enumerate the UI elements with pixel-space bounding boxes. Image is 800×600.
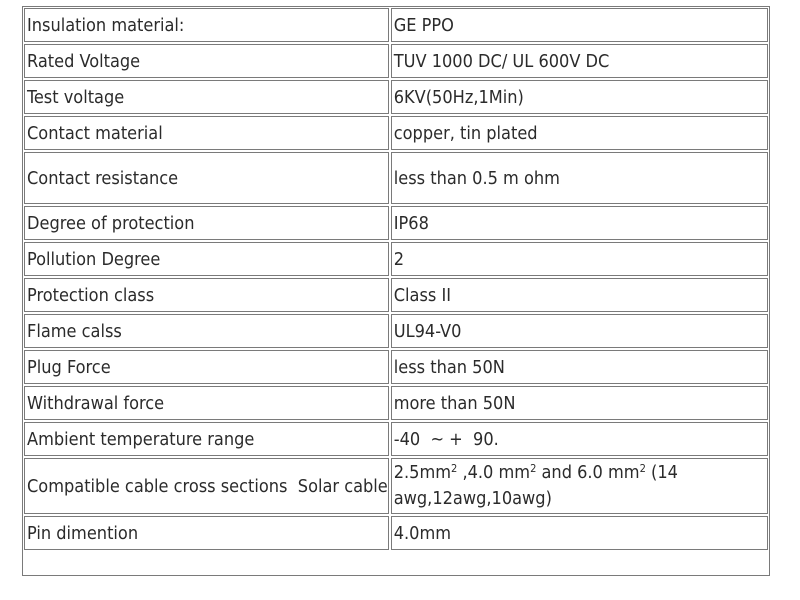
row-label-pin-dimension: Pin dimention — [24, 516, 389, 550]
table-row — [24, 350, 768, 384]
row-value-insulation-material: GE PPO — [391, 8, 768, 42]
row-value-degree-of-protection: IP68 — [391, 206, 768, 240]
table-row — [24, 80, 768, 114]
table-row — [24, 516, 768, 550]
table-row — [24, 458, 768, 514]
row-label-compatible-cable-cross-sections: Compatible cable cross sections Solar cable — [24, 458, 389, 514]
row-value-ambient-temperature-range: -40 ~ + 90. — [391, 422, 768, 456]
table-row — [24, 44, 768, 78]
table-row — [24, 242, 768, 276]
row-label-flame-class: Flame calss — [24, 314, 389, 348]
table-row — [24, 206, 768, 240]
row-label-rated-voltage: Rated Voltage — [24, 44, 389, 78]
row-value-test-voltage: 6KV(50Hz,1Min) — [391, 80, 768, 114]
table-row — [24, 8, 768, 42]
row-label-contact-resistance: Contact resistance — [24, 152, 389, 204]
row-label-insulation-material: Insulation material: — [24, 8, 389, 42]
row-value-compatible-cable-cross-sections: $2.5mm^2$ ,4.0 $mm^2$ and 6.0 $mm^2$ (14 awg,12awg,10awg) — [391, 458, 768, 514]
row-label-ambient-temperature-range: Ambient temperature range — [24, 422, 389, 456]
table-row — [24, 386, 768, 420]
table-row — [24, 152, 768, 204]
table-row — [24, 116, 768, 150]
spec-table — [24, 6, 768, 552]
row-label-plug-force: Plug Force — [24, 350, 389, 384]
row-value-withdrawal-force: more than 50N — [391, 386, 768, 420]
row-value-pin-dimension: 4.0mm — [391, 516, 768, 550]
row-value-contact-resistance: less than 0.5 m ohm — [391, 152, 768, 204]
row-label-contact-material: Contact material — [24, 116, 389, 150]
row-value-contact-material: copper, tin plated — [391, 116, 768, 150]
row-value-pollution-degree: 2 — [391, 242, 768, 276]
row-label-test-voltage: Test voltage — [24, 80, 389, 114]
table-row — [24, 314, 768, 348]
row-value-rated-voltage: TUV 1000 DC/ UL 600V DC — [391, 44, 768, 78]
row-value-flame-class: UL94-V0 — [391, 314, 768, 348]
table-row — [24, 278, 768, 312]
row-label-degree-of-protection: Degree of protection — [24, 206, 389, 240]
table-row — [24, 422, 768, 456]
row-value-plug-force: less than 50N — [391, 350, 768, 384]
row-label-withdrawal-force: Withdrawal force — [24, 386, 389, 420]
row-value-protection-class: Class II — [391, 278, 768, 312]
row-label-protection-class: Protection class — [24, 278, 389, 312]
row-label-pollution-degree: Pollution Degree — [24, 242, 389, 276]
